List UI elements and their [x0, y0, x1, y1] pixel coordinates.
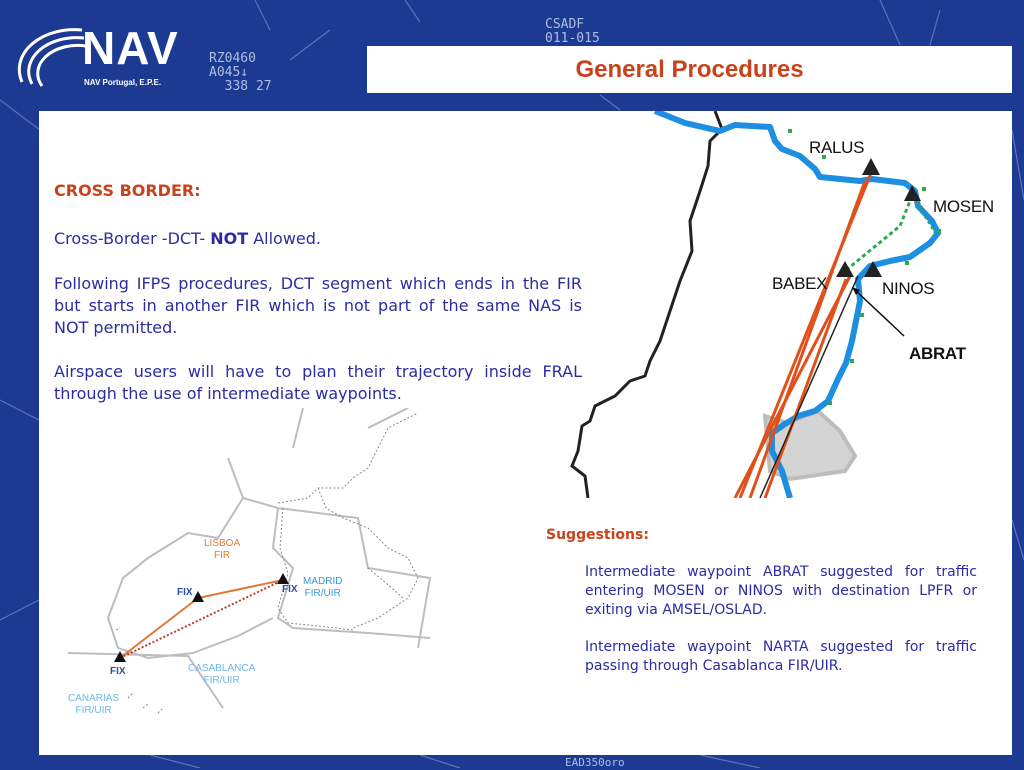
abrat-label: ABRAT — [909, 344, 966, 363]
not-emphasis: NOT — [210, 229, 249, 248]
line-suffix: Allowed. — [248, 229, 322, 248]
lisboa-fir-label: LISBOA FIR — [204, 538, 241, 561]
route-map-drawing — [560, 111, 1012, 498]
babex-label: BABEX — [772, 274, 828, 293]
radar-label: RZ0460 A045↓ 338 27 — [209, 51, 272, 94]
radar-label: EAD350oro — [565, 756, 625, 769]
nav-logo — [12, 22, 192, 102]
fix-label: FIX — [177, 587, 193, 598]
suggestion-narta: Intermediate waypoint NARTA suggested for traffic passing through Casablanca FIR/UIR. — [585, 639, 977, 674]
section-title: CROSS BORDER: — [54, 181, 201, 200]
title-bar — [367, 46, 1012, 93]
fix-label: FIX — [282, 584, 298, 595]
casablanca-fir-label: CASABLANCA FIR/UIR — [188, 663, 256, 686]
cross-border-line — [54, 228, 582, 250]
page-title: General Procedures — [575, 55, 804, 83]
suggestion-abrat: Intermediate waypoint ABRAT suggested for traffic entering MOSEN or NINOS with destination LPFR or exiting via AMSEL/OSLAD. — [585, 564, 977, 618]
fir-map — [68, 408, 448, 728]
babex-waypoint-icon — [836, 261, 854, 277]
radar-label: CSADF 011-015 — [545, 17, 600, 46]
route-map — [560, 111, 1012, 498]
suggestions-title: Suggestions: — [546, 527, 649, 543]
madrid-fir-label: MADRID FIR/UIR — [303, 576, 343, 599]
logo-text: NAV — [82, 22, 179, 74]
ninos-label: NINOS — [882, 279, 935, 298]
ralus-waypoint-icon — [862, 158, 880, 175]
fix-label: FIX — [110, 666, 126, 677]
logo-swoosh-icon — [12, 22, 92, 92]
line-prefix: Cross-Border -DCT- — [54, 229, 211, 248]
fir-map-drawing — [68, 408, 448, 728]
ralus-label: RALUS — [809, 138, 865, 157]
ifps-paragraph: Following IFPS procedures, DCT segment which ends in the FIR but starts in another FIR which is not part of the same NAS is NOT permitted. — [54, 274, 582, 337]
airspace-paragraph: Airspace users will have to plan their trajectory inside FRAL through the use of intermediate waypoints. — [54, 362, 582, 403]
mosen-label: MOSEN — [933, 197, 994, 216]
logo-subtext: NAV Portugal, E.P.E. — [84, 78, 162, 87]
canarias-fir-label: CANARIAS FIR/UIR — [68, 693, 120, 716]
